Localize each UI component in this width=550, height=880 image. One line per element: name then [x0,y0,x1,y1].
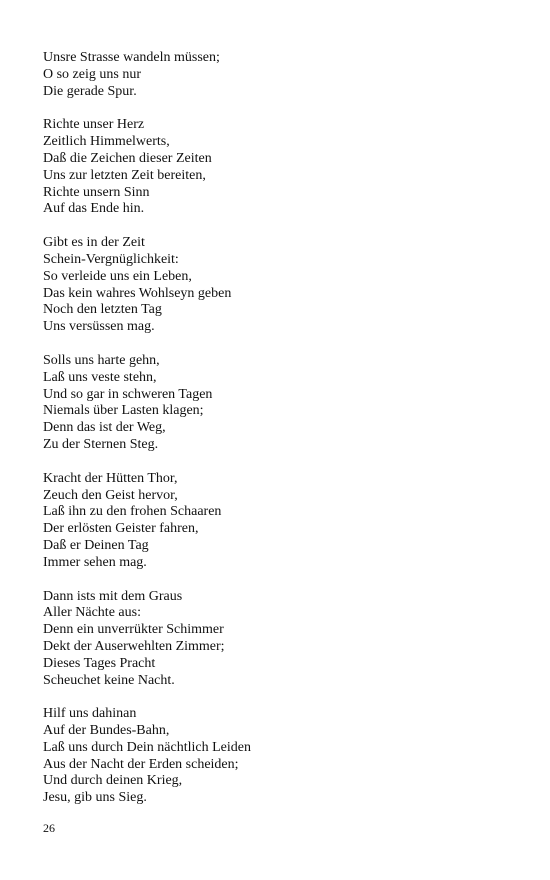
stanza [43,50,513,100]
stanza [43,471,513,572]
poem-line: Hilf uns dahinan [43,706,137,722]
poem-line: Dekt der Auserwehlten Zimmer; [43,638,225,654]
poem-line: Schein-Vergnüglichkeit: [43,251,179,267]
poem-line: Richte unsern Sinn [43,184,150,200]
stanza [43,706,513,807]
stanza [43,353,513,454]
page-number: 26 [43,821,55,835]
poem-line: Laß uns veste stehn, [43,369,157,385]
poem-line: Unsre Strasse wandeln müssen; [43,50,220,65]
poem-line: Zeitlich Himmelwerts, [43,134,170,150]
poem-line: Uns zur letzten Zeit bereiten, [43,167,206,183]
poem-line: Kracht der Hütten Thor, [43,470,178,486]
poem-line: Jesu, gib uns Sieg. [43,790,147,806]
stanza [43,589,513,690]
poem-line: Und durch deinen Krieg, [43,773,183,789]
poem-line: Und so gar in schweren Tagen [43,386,213,402]
stanza [43,235,513,336]
poem-line: Daß die Zeichen dieser Zeiten [43,150,212,166]
poem-line: So verleide uns ein Leben, [43,268,192,284]
poem-line: Laß uns durch Dein nächtlich Leiden [43,739,251,755]
poem-line: Auf das Ende hin. [43,201,145,217]
poem-line: O so zeig uns nur [43,66,141,82]
poem-line: Denn das ist der Weg, [43,420,166,436]
poem-line: Daß er Deinen Tag [43,537,149,553]
poem-line: Noch den letzten Tag [43,302,162,318]
poem-line: Solls uns harte gehn, [43,352,160,368]
poem-line: Zu der Sternen Steg. [43,436,159,452]
poem-line: Scheuchet keine Nacht. [43,672,175,688]
poem-line: Dann ists mit dem Graus [43,588,183,604]
poem-line: Laß ihn zu den frohen Schaaren [43,504,222,520]
poem-line: Auf der Bundes-Bahn, [43,723,170,739]
poem-line: Die gerade Spur. [43,83,137,99]
poem-line: Denn ein unverrükter Schimmer [43,622,224,638]
stanza [43,117,513,218]
poem-line: Niemals über Lasten klagen; [43,403,204,419]
poem-line: Richte unser Herz [43,117,145,133]
poem-line: Aller Nächte aus: [43,605,141,621]
poem-text [43,50,513,824]
poem-line: Das kein wahres Wohlseyn geben [43,285,232,301]
poem-line: Dieses Tages Pracht [43,655,156,671]
poem-line: Aus der Nacht der Erden scheiden; [43,756,239,772]
poem-line: Uns versüssen mag. [43,319,155,335]
poem-line: Immer sehen mag. [43,554,147,570]
poem-line: Der erlösten Geister fahren, [43,521,199,537]
poem-line: Zeuch den Geist hervor, [43,487,178,503]
poem-line: Gibt es in der Zeit [43,235,145,251]
